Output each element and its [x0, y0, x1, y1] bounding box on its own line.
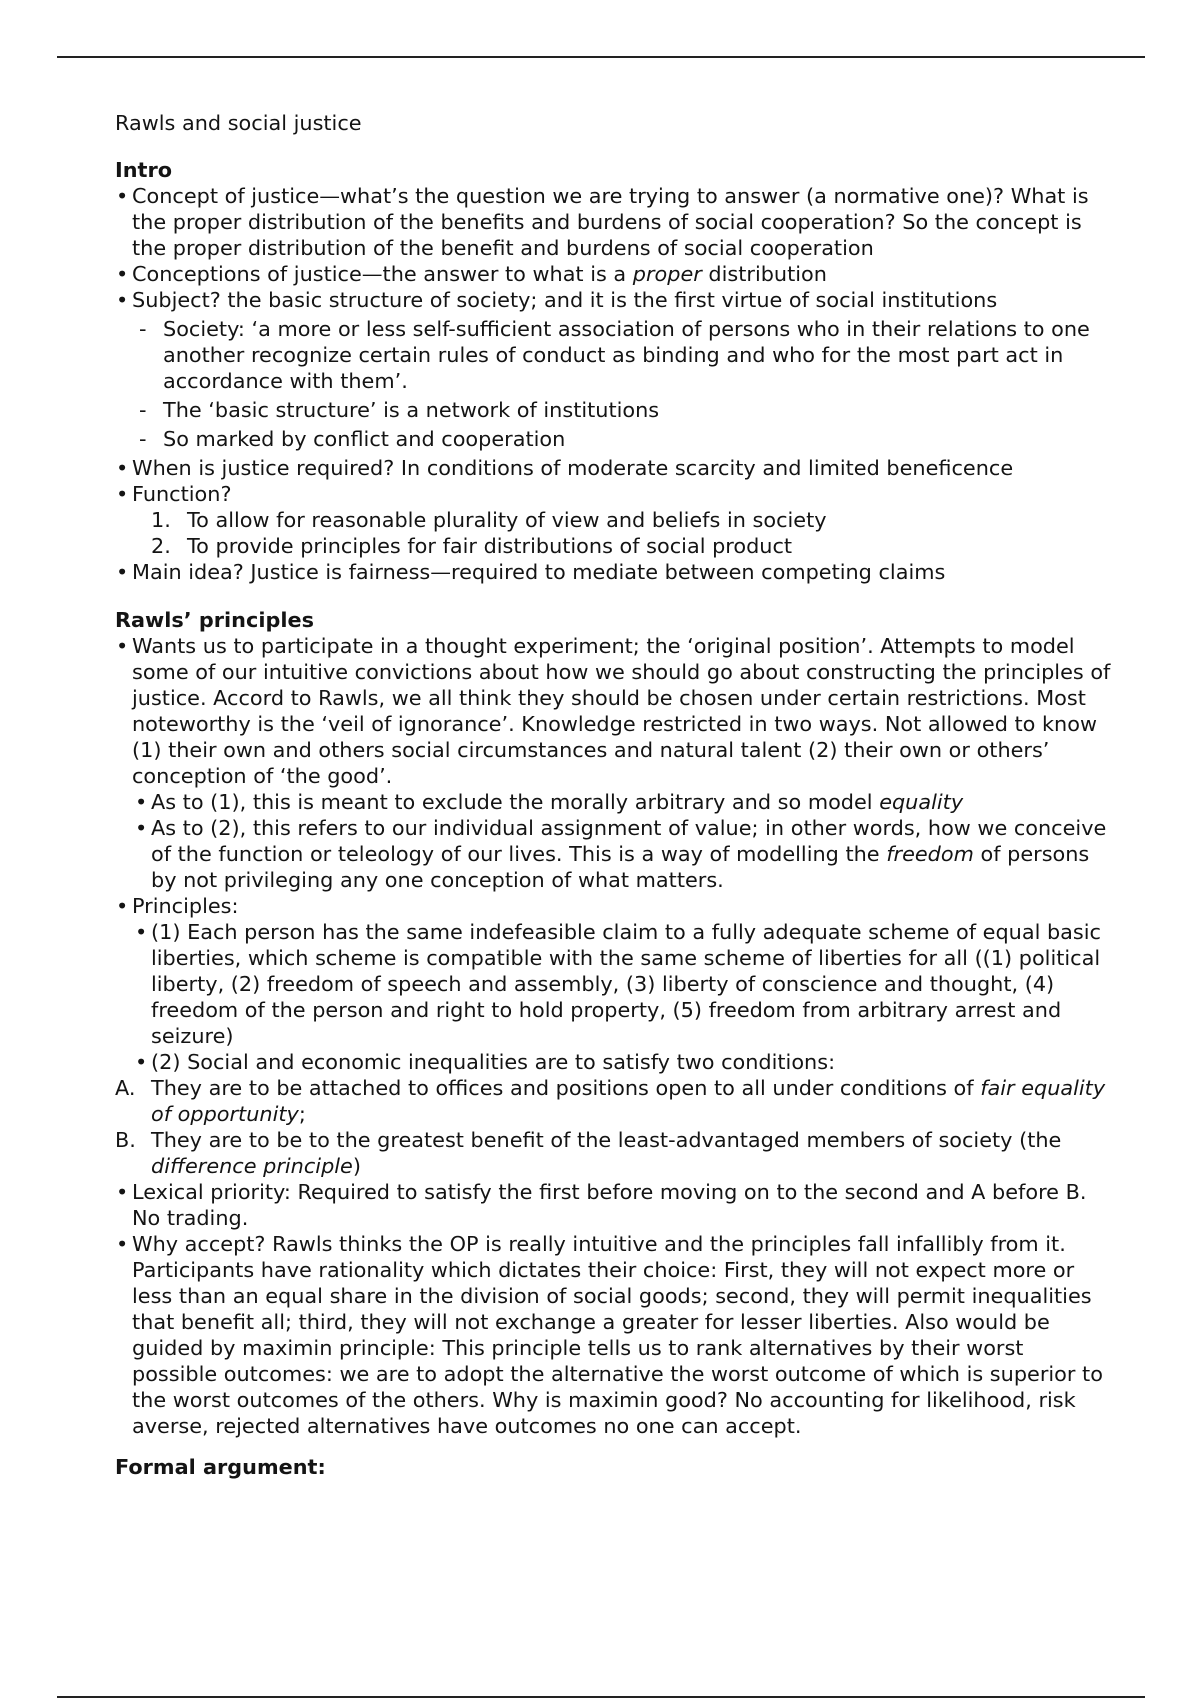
document-body — [115, 110, 1115, 1480]
item-letter: A. — [115, 1076, 136, 1100]
text-run: As to (1), this is meant to exclude the morally arbitrary and so model — [151, 790, 880, 814]
text-run: ; — [298, 1102, 306, 1126]
spacer — [115, 1439, 1115, 1454]
top-rule — [57, 56, 1145, 58]
lettered-item — [115, 1127, 1115, 1179]
numbered-item — [115, 533, 1115, 559]
text-run: They are to be attached to offices and positions open to all under conditions of — [151, 1076, 981, 1100]
emphasis: equality — [879, 790, 964, 814]
list-item: • Wants us to participate in a thought experiment; the ‘original position’. Attempts to model some of our intuitive convictions about how we should go about constructing the principles of justice. Accord to Rawls, we all think they should be chosen under certain restrictions. Most noteworthy is the ‘veil of ignorance’. Knowledge restricted in two ways. Not allowed to know (1) their own and others social circumstances and natural talent (2) their own or others’ conception of ‘the good’. — [115, 633, 1115, 789]
text-run: ) — [352, 1154, 361, 1178]
list-item: • Principles: — [115, 893, 1115, 919]
spacer — [115, 585, 1115, 607]
bottom-rule — [57, 1696, 1145, 1698]
sub-list-item: - So marked by conflict and cooperation — [115, 426, 1115, 452]
item-text: To provide principles for fair distributions of social product — [187, 534, 793, 558]
sub-list-item: • (1) Each person has the same indefeasible claim to a fully adequate scheme of equal basic liberties, which scheme is compatible with the same scheme of liberties for all ((1) political liberty, (2) freedom of speech and assembly, (3) liberty of conscience and thought, (4) freedom of the person and right to hold property, (5) freedom from arbitrary arrest and seizure) — [115, 919, 1115, 1049]
emphasis: fair equality of opportunity — [151, 1076, 1106, 1126]
intro-heading: Intro — [115, 158, 173, 182]
principles-heading: Rawls’ principles — [115, 608, 314, 632]
list-item: • Function? — [115, 481, 1115, 507]
list-item: • Concept of justice—what’s the question we are trying to answer (a normative one)? What is the proper distribution of the benefits and burdens of social cooperation? So the concept is the proper distribution of the benefit and burdens of social cooperation — [115, 183, 1115, 261]
formal-heading: Formal argument: — [115, 1455, 326, 1479]
text-run: They are to be to the greatest benefit of the least-advantaged members of society (the — [151, 1128, 1062, 1152]
sub-list-item: - Society: ‘a more or less self-sufficient association of persons who in their relations to one another recognize certain rules of conduct as binding and who for the most part act in accordance with them’. — [115, 316, 1115, 394]
lettered-item — [115, 1075, 1115, 1127]
text-run: Conceptions of justice—the answer to what is a — [132, 262, 633, 286]
sub-list-item — [115, 815, 1115, 893]
item-number: 1. — [151, 508, 171, 532]
item-number: 2. — [151, 534, 171, 558]
sub-list-item — [115, 789, 1115, 815]
emphasis: difference principle — [151, 1154, 353, 1178]
sub-list-item: • (2) Social and economic inequalities are to satisfy two conditions: — [115, 1049, 1115, 1075]
list-item: • Lexical priority: Required to satisfy the first before moving on to the second and A before B. No trading. — [115, 1179, 1115, 1231]
list-item: • Why accept? Rawls thinks the OP is really intuitive and the principles fall infallibly from it. Participants have rationality which dictates their choice: First, they will not expect more or less than an equal share in the division of social goods; second, they will permit inequalities that benefit all; third, they will not exchange a greater for lesser liberties. Also would be guided by maximin principle: This principle tells us to rank alternatives by their worst possible outcomes: we are to adopt the alternative the worst outcome of which is superior to the worst outcomes of the others. Why is maximin good? No accounting for likelihood, risk averse, rejected alternatives have outcomes no one can accept. — [115, 1231, 1115, 1439]
emphasis: proper — [632, 262, 702, 286]
list-item: • When is justice required? In conditions of moderate scarcity and limited beneficence — [115, 455, 1115, 481]
text-run: distribution — [701, 262, 827, 286]
numbered-item — [115, 507, 1115, 533]
list-item: • Subject? the basic structure of society; and it is the first virtue of social institutions — [115, 287, 1115, 313]
sub-list-item: - The ‘basic structure’ is a network of institutions — [115, 397, 1115, 423]
text-run: As to (2), this refers to our individual assignment of value; in other words, how we conceive of the function or teleology of our lives. This is a way of modelling the — [151, 816, 1107, 866]
item-text: To allow for reasonable plurality of view and beliefs in society — [187, 508, 827, 532]
list-item: • Main idea? Justice is fairness—required to mediate between competing claims — [115, 559, 1115, 585]
document-title: Rawls and social justice — [115, 111, 362, 135]
text-run: of persons by not privileging any one conception of what matters. — [151, 842, 1090, 892]
list-item — [115, 261, 1115, 287]
emphasis: freedom — [886, 842, 974, 866]
item-letter: B. — [115, 1128, 136, 1152]
